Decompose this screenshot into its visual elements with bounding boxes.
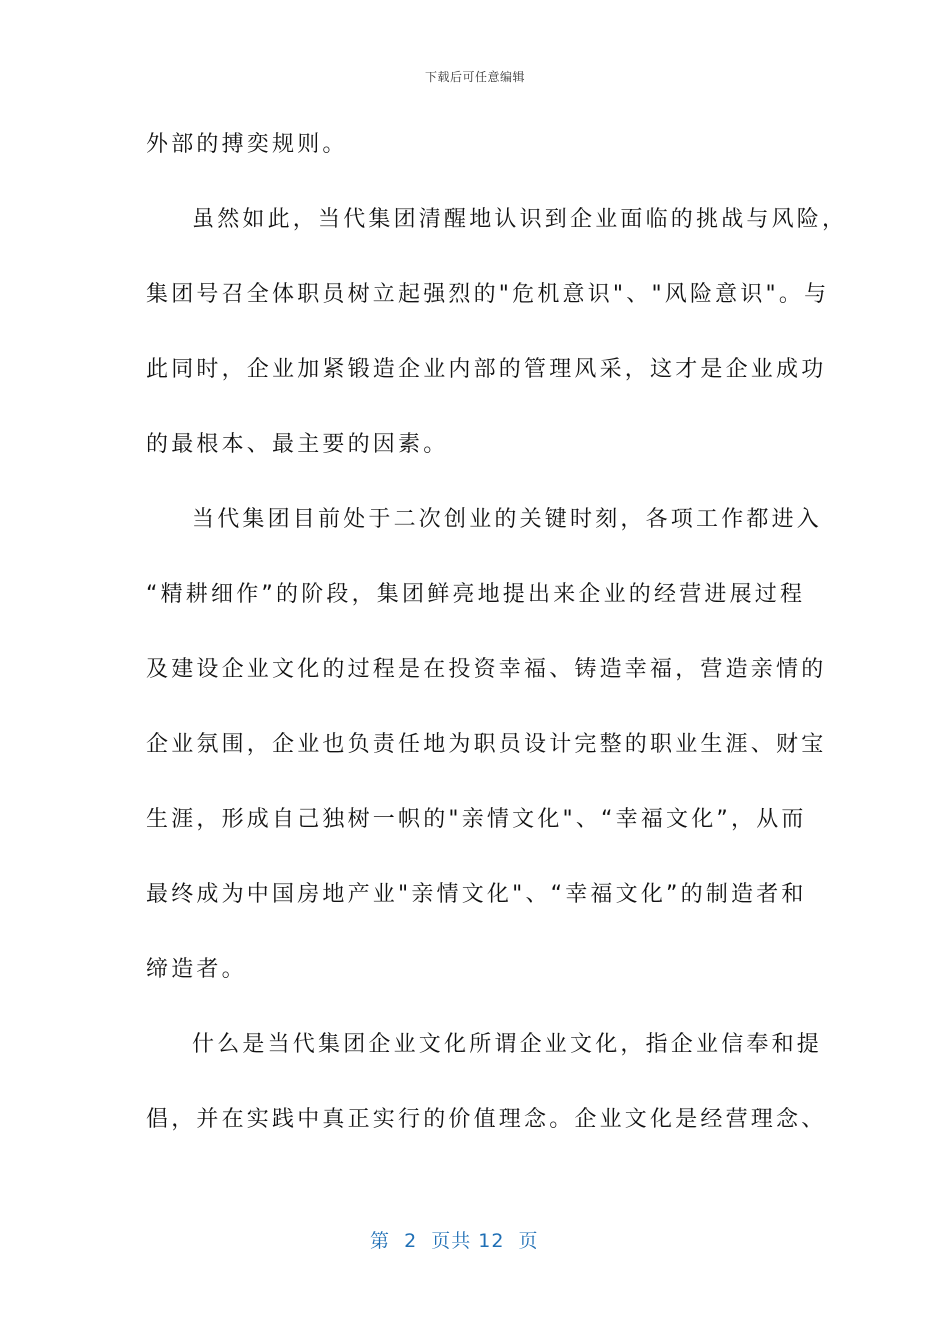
body-line: 缔造者。 [146,957,247,982]
body-line: 当代集团目前处于二次创业的关键时刻，各项工作都进入 [192,507,823,532]
body-line: 及建设企业文化的过程是在投资幸福、铸造幸福，营造亲情的 [146,657,827,682]
body-line: 此同时，企业加紧锻造企业内部的管理风采，这才是企业成功 [146,357,827,382]
body-line: 外部的搏奕规则。 [146,132,348,157]
body-line: 生涯，形成自己独树一帜的"亲情文化"、“幸福文化”，从而 [146,807,807,832]
page-number-footer: 第 2 页共 12 页 [370,1230,539,1252]
body-line: 集团号召全体职员树立起强烈的"危机意识"、"风险意识"。与 [146,282,830,307]
body-line: 虽然如此，当代集团清醒地认识到企业面临的挑战与风险， [192,207,848,232]
body-line: 什么是当代集团企业文化所谓企业文化，指企业信奉和提 [192,1032,823,1057]
body-line: “精耕细作”的阶段，集团鲜亮地提出来企业的经营进展过程 [146,582,806,607]
body-line: 倡，并在实践中真正实行的价值理念。企业文化是经营理念、 [146,1107,827,1132]
body-line: 最终成为中国房地产业"亲情文化"、“幸福文化”的制造者和 [146,882,807,907]
body-line: 企业氛围，企业也负责任地为职员设计完整的职业生涯、财宝 [146,732,827,757]
body-line: 的最根本、最主要的因素。 [146,432,449,457]
page-header: 下载后可任意编辑 [424,70,525,84]
